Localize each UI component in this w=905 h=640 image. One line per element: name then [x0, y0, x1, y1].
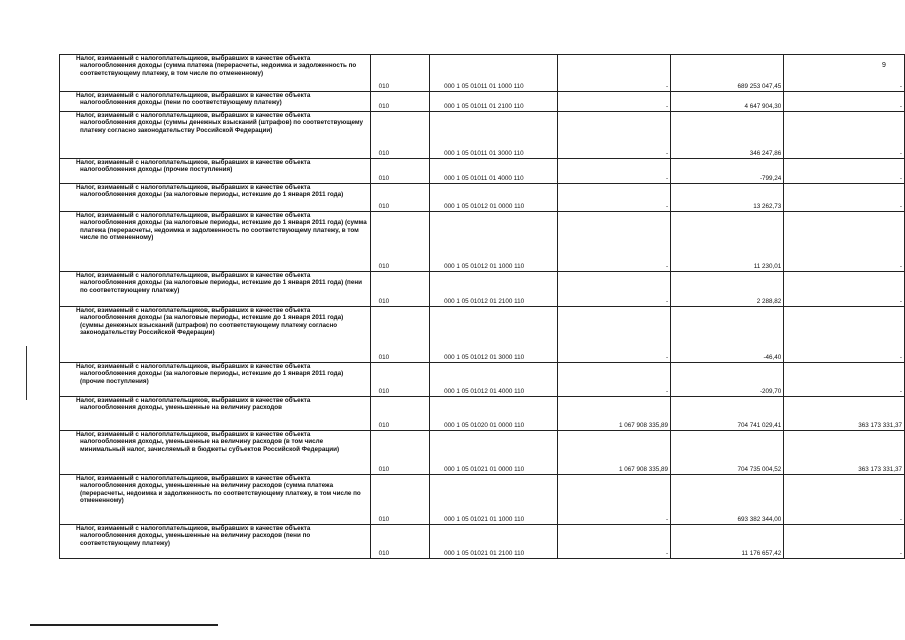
row-unexecuted-cell: 363 173 331,37 [784, 431, 905, 475]
row-unexecuted-cell: - [784, 92, 905, 112]
row-executed-cell: 2 288,82 [671, 272, 784, 307]
row-approved-cell: - [557, 363, 670, 397]
row-name-cell: Налог, взимаемый с налогоплательщиков, выбравших в качестве объекта налогообложения доходы, уменьшенные на величину расходов [60, 397, 371, 431]
row-approved-cell: - [557, 184, 670, 212]
row-executed-cell: -209,70 [671, 363, 784, 397]
row-code-cell: 010 [370, 55, 429, 92]
row-name-cell: Налог, взимаемый с налогоплательщиков, выбравших в качестве объекта налогообложения доходы (за налоговые периоды, истекшие до 1 января 2011 года) (пени по соответствующему платежу) [60, 272, 371, 307]
table-row [60, 363, 905, 397]
row-executed-cell: 346 247,86 [671, 112, 784, 159]
table-row [60, 307, 905, 363]
row-name-cell: Налог, взимаемый с налогоплательщиков, выбравших в качестве объекта налогообложения доходы, уменьшенные на величину расходов (пени по соответствующему платежу) [60, 525, 371, 559]
row-executed-cell: 704 741 029,41 [671, 397, 784, 431]
row-kbk-cell: 000 1 05 01012 01 2100 110 [430, 272, 558, 307]
table-row [60, 159, 905, 184]
report-rows [60, 55, 905, 559]
row-approved-cell: - [557, 525, 670, 559]
row-name-cell: Налог, взимаемый с налогоплательщиков, выбравших в качестве объекта налогообложения доходы (сумма платежа (перерасчеты, недоимка и задолженность по соответствующему платежу, в том числе по отмененному) [60, 55, 371, 92]
row-kbk-cell: 000 1 05 01012 01 3000 110 [430, 307, 558, 363]
row-approved-cell: - [557, 159, 670, 184]
table-row [60, 431, 905, 475]
row-unexecuted-cell: - [784, 363, 905, 397]
row-name-cell: Налог, взимаемый с налогоплательщиков, выбравших в качестве объекта налогообложения доходы, уменьшенные на величину расходов (в том числе минимальный налог, зачисляемый в бюджеты субъектов Российской Федерации) [60, 431, 371, 475]
signature-line [30, 624, 218, 626]
row-code-cell: 010 [370, 112, 429, 159]
table-row [60, 55, 905, 92]
row-name-cell: Налог, взимаемый с налогоплательщиков, выбравших в качестве объекта налогообложения доходы, уменьшенные на величину расходов (сумма платежа (перерасчеты, недоимка и задолженность по соответствующему платежу, в том числе по отмененному) [60, 475, 371, 525]
row-kbk-cell: 000 1 05 01012 01 4000 110 [430, 363, 558, 397]
row-kbk-cell: 000 1 05 01012 01 1000 110 [430, 212, 558, 272]
row-unexecuted-cell: - [784, 55, 905, 92]
row-approved-cell: - [557, 55, 670, 92]
row-code-cell: 010 [370, 475, 429, 525]
row-executed-cell: -799,24 [671, 159, 784, 184]
row-unexecuted-cell: 363 173 331,37 [784, 397, 905, 431]
row-approved-cell: - [557, 475, 670, 525]
row-unexecuted-cell: - [784, 272, 905, 307]
table-row [60, 184, 905, 212]
row-approved-cell: - [557, 112, 670, 159]
row-executed-cell: 704 735 004,52 [671, 431, 784, 475]
row-unexecuted-cell: - [784, 525, 905, 559]
row-name-cell: Налог, взимаемый с налогоплательщиков, выбравших в качестве объекта налогообложения доходы (прочие поступления) [60, 159, 371, 184]
row-executed-cell: 4 647 904,30 [671, 92, 784, 112]
row-code-cell: 010 [370, 397, 429, 431]
row-code-cell: 010 [370, 92, 429, 112]
revenue-report-table [59, 54, 905, 559]
row-name-cell: Налог, взимаемый с налогоплательщиков, выбравших в качестве объекта налогообложения доходы (за налоговые периоды, истекшие до 1 января 2011 года) (сумма платежа (перерасчеты, недоимка и задолженность по соответствующему платежу, в том числе по отмененному) [60, 212, 371, 272]
row-unexecuted-cell: - [784, 159, 905, 184]
row-name-cell: Налог, взимаемый с налогоплательщиков, выбравших в качестве объекта налогообложения доходы (суммы денежных взысканий (штрафов) по соответствующему платежу согласно законодательству Российской Федерации) [60, 112, 371, 159]
row-code-cell: 010 [370, 363, 429, 397]
row-name-cell: Налог, взимаемый с налогоплательщиков, выбравших в качестве объекта налогообложения доходы (за налоговые периоды, истекшие до 1 января 2011 года) (прочие поступления) [60, 363, 371, 397]
row-approved-cell: - [557, 272, 670, 307]
row-unexecuted-cell: - [784, 212, 905, 272]
table-row [60, 112, 905, 159]
table-row [60, 475, 905, 525]
row-kbk-cell: 000 1 05 01021 01 0000 110 [430, 431, 558, 475]
page-number-fragment: 9 [882, 62, 886, 69]
row-approved-cell: 1 067 908 335,89 [557, 431, 670, 475]
row-kbk-cell: 000 1 05 01011 01 4000 110 [430, 159, 558, 184]
row-kbk-cell: 000 1 05 01020 01 0000 110 [430, 397, 558, 431]
row-name-cell: Налог, взимаемый с налогоплательщиков, выбравших в качестве объекта налогообложения доходы (пени по соответствующему платежу) [60, 92, 371, 112]
row-executed-cell: -46,40 [671, 307, 784, 363]
row-kbk-cell: 000 1 05 01021 01 2100 110 [430, 525, 558, 559]
row-approved-cell: 1 067 908 335,89 [557, 397, 670, 431]
table-row [60, 397, 905, 431]
table-row [60, 272, 905, 307]
row-kbk-cell: 000 1 05 01011 01 2100 110 [430, 92, 558, 112]
row-unexecuted-cell: - [784, 307, 905, 363]
row-code-cell: 010 [370, 212, 429, 272]
row-code-cell: 010 [370, 159, 429, 184]
row-name-cell: Налог, взимаемый с налогоплательщиков, выбравших в качестве объекта налогообложения доходы (за налоговые периоды, истекшие до 1 января 2011 года) [60, 184, 371, 212]
row-executed-cell: 11 230,01 [671, 212, 784, 272]
row-kbk-cell: 000 1 05 01011 01 3000 110 [430, 112, 558, 159]
table-row [60, 212, 905, 272]
row-code-cell: 010 [370, 431, 429, 475]
row-code-cell: 010 [370, 184, 429, 212]
row-unexecuted-cell: - [784, 475, 905, 525]
margin-mark [26, 346, 27, 400]
table-row [60, 525, 905, 559]
row-kbk-cell: 000 1 05 01021 01 1000 110 [430, 475, 558, 525]
row-code-cell: 010 [370, 525, 429, 559]
row-unexecuted-cell: - [784, 184, 905, 212]
row-executed-cell: 693 382 344,00 [671, 475, 784, 525]
row-approved-cell: - [557, 307, 670, 363]
row-approved-cell: - [557, 212, 670, 272]
row-code-cell: 010 [370, 272, 429, 307]
row-kbk-cell: 000 1 05 01011 01 1000 110 [430, 55, 558, 92]
row-executed-cell: 689 253 047,45 [671, 55, 784, 92]
row-code-cell: 010 [370, 307, 429, 363]
row-unexecuted-cell: - [784, 112, 905, 159]
row-executed-cell: 11 176 657,42 [671, 525, 784, 559]
row-approved-cell: - [557, 92, 670, 112]
row-executed-cell: 13 262,73 [671, 184, 784, 212]
table-row [60, 92, 905, 112]
row-kbk-cell: 000 1 05 01012 01 0000 110 [430, 184, 558, 212]
row-name-cell: Налог, взимаемый с налогоплательщиков, выбравших в качестве объекта налогообложения доходы (за налоговые периоды, истекшие до 1 января 2011 года) (суммы денежных взысканий (штрафов) по соответствующему платежу согласно законодательству Российской Федерации) [60, 307, 371, 363]
